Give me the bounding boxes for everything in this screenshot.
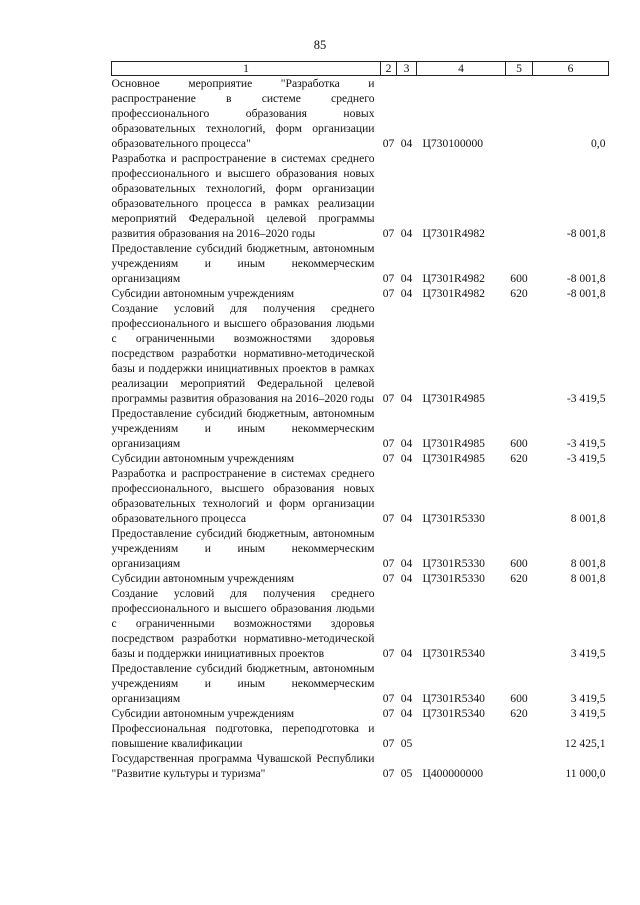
table-header-row: [112, 62, 609, 76]
row-subsection: 05: [400, 767, 413, 780]
row-description: Предоставление субсидий бюджетным, автономным учреждениям и иным некоммерческим организациям: [111, 662, 375, 705]
row-section: 07: [382, 137, 395, 150]
row-expense-type: [506, 586, 533, 661]
row-subsection: 04: [400, 647, 413, 660]
row-amount: 8 001,8: [570, 512, 606, 525]
row-target-article: Ц7301R5330: [422, 557, 485, 570]
row-description: Предоставление субсидий бюджетным, автономным учреждениям и иным некоммерческим организациям: [111, 242, 375, 285]
table-row: [112, 721, 609, 751]
row-target-article: Ц7301R4985: [422, 392, 485, 405]
row-section: 07: [382, 572, 395, 585]
row-subsection: 04: [400, 227, 413, 240]
row-section: 07: [382, 707, 395, 720]
row-expense-type: [506, 76, 533, 152]
row-subsection: 04: [400, 512, 413, 525]
row-amount: 3 419,5: [570, 647, 606, 660]
row-amount: 3 419,5: [570, 707, 606, 720]
row-amount: -3 419,5: [566, 392, 606, 405]
row-expense-type: 620: [510, 287, 528, 300]
row-description: Предоставление субсидий бюджетным, автономным учреждениям и иным некоммерческим организациям: [111, 407, 375, 450]
row-subsection: 04: [400, 572, 413, 585]
row-expense-type: [506, 721, 533, 751]
row-target-article: Ц7301R5340: [422, 692, 485, 705]
row-description: Создание условий для получения среднего профессионального и высшего образования людьми с ограниченными возможностями здоровья посредством разработки нормативно-методической базы и поддержки инициативных проектов в рамках реализации мероприятий Федеральной целевой программы развития образования на 2016–2020 годы: [111, 302, 375, 405]
row-subsection: 04: [400, 272, 413, 285]
row-expense-type: 600: [510, 437, 528, 450]
row-amount: 11 000,0: [565, 767, 606, 780]
column-header: 6: [533, 62, 609, 76]
row-target-article: Ц7301R4985: [422, 437, 485, 450]
row-expense-type: 600: [510, 557, 528, 570]
row-target-article: Ц7301R4982: [422, 287, 485, 300]
table-row: [112, 526, 609, 571]
table-row: [112, 466, 609, 526]
row-subsection: 04: [400, 452, 413, 465]
row-target-article: Ц7301R5340: [422, 707, 485, 720]
budget-table: [111, 61, 609, 781]
row-section: 07: [382, 227, 395, 240]
table-row: [112, 301, 609, 406]
row-section: 07: [382, 437, 395, 450]
row-expense-type: [506, 466, 533, 526]
table-row: [112, 451, 609, 466]
row-subsection: 04: [400, 287, 413, 300]
row-description: Субсидии автономным учреждениям: [111, 707, 295, 720]
row-section: 07: [382, 737, 395, 750]
row-expense-type: [506, 151, 533, 241]
row-description: Разработка и распространение в системах среднего профессионального, высшего образования новых образовательных технологий и форм организации образовательного процесса: [111, 467, 375, 525]
column-header: 3: [397, 62, 417, 76]
row-expense-type: 620: [510, 572, 528, 585]
row-subsection: 04: [400, 692, 413, 705]
row-description: Субсидии автономным учреждениям: [111, 452, 295, 465]
column-header: 1: [112, 62, 381, 76]
row-amount: 0,0: [591, 137, 606, 150]
row-expense-type: 620: [510, 707, 528, 720]
row-subsection: 04: [400, 437, 413, 450]
row-description: Субсидии автономным учреждениям: [111, 287, 295, 300]
row-amount: -8 001,8: [566, 287, 606, 300]
row-section: 07: [382, 392, 395, 405]
row-subsection: 04: [400, 557, 413, 570]
row-expense-type: [506, 751, 533, 781]
column-header: 2: [381, 62, 397, 76]
row-section: 07: [382, 512, 395, 525]
table-row: [112, 76, 609, 152]
table-row: [112, 241, 609, 286]
column-header: 4: [417, 62, 506, 76]
column-header: 5: [506, 62, 533, 76]
row-amount: 3 419,5: [570, 692, 606, 705]
row-amount: 12 425,1: [564, 737, 606, 750]
row-target-article: [417, 721, 506, 751]
row-target-article: Ц730100000: [422, 137, 484, 150]
row-amount: -3 419,5: [566, 452, 606, 465]
row-amount: 8 001,8: [570, 557, 606, 570]
table-row: [112, 586, 609, 661]
table-row: [112, 571, 609, 586]
row-description: Создание условий для получения среднего профессионального и высшего образования людьми с ограниченными возможностями здоровья посредством разработки нормативно-методической базы и поддержки инициативных проектов: [111, 587, 375, 660]
row-section: 07: [382, 557, 395, 570]
row-description: Предоставление субсидий бюджетным, автономным учреждениям и иным некоммерческим организациям: [111, 527, 375, 570]
row-expense-type: 600: [510, 272, 528, 285]
row-target-article: Ц7301R5330: [422, 572, 485, 585]
row-subsection: 04: [400, 137, 413, 150]
row-target-article: Ц7301R4982: [422, 272, 485, 285]
row-target-article: Ц7301R4985: [422, 452, 485, 465]
row-subsection: 05: [400, 737, 413, 750]
row-section: 07: [382, 767, 395, 780]
row-expense-type: 620: [510, 452, 528, 465]
row-target-article: Ц7301R4982: [422, 227, 485, 240]
row-expense-type: 600: [510, 692, 528, 705]
row-target-article: Ц7301R5340: [422, 647, 485, 660]
page-number: 85: [313, 38, 327, 52]
table-row: [112, 151, 609, 241]
row-target-article: Ц400000000: [422, 767, 484, 780]
table-row: [112, 661, 609, 706]
row-subsection: 04: [400, 392, 413, 405]
row-description: Государственная программа Чувашской Республики "Развитие культуры и туризма": [111, 752, 375, 780]
row-expense-type: [506, 301, 533, 406]
row-amount: -3 419,5: [566, 437, 606, 450]
row-amount: -8 001,8: [566, 227, 606, 240]
row-description: Основное мероприятие "Разработка и распространение в системе среднего профессионального образования новых образовательных технологий, форм организации образовательного процесса": [111, 77, 375, 150]
row-section: 07: [382, 287, 395, 300]
row-amount: -8 001,8: [566, 272, 606, 285]
table-row: [112, 406, 609, 451]
table-body: [112, 76, 609, 782]
table-row: [112, 706, 609, 721]
row-section: 07: [382, 452, 395, 465]
row-description: Профессиональная подготовка, переподготовка и повышение квалификации: [111, 722, 375, 750]
row-section: 07: [382, 692, 395, 705]
row-subsection: 04: [400, 707, 413, 720]
row-description: Разработка и распространение в системах среднего профессионального и высшего образования новых образовательных технологий, форм организации образовательного процесса в рамках реализации мероприятий Федеральной целевой программы развития образования на 2016–2020 годы: [111, 152, 375, 240]
row-target-article: Ц7301R5330: [422, 512, 485, 525]
row-amount: 8 001,8: [570, 572, 606, 585]
table-row: [112, 286, 609, 301]
row-section: 07: [382, 272, 395, 285]
table-row: [112, 751, 609, 781]
row-section: 07: [382, 647, 395, 660]
row-description: Субсидии автономным учреждениям: [111, 572, 295, 585]
